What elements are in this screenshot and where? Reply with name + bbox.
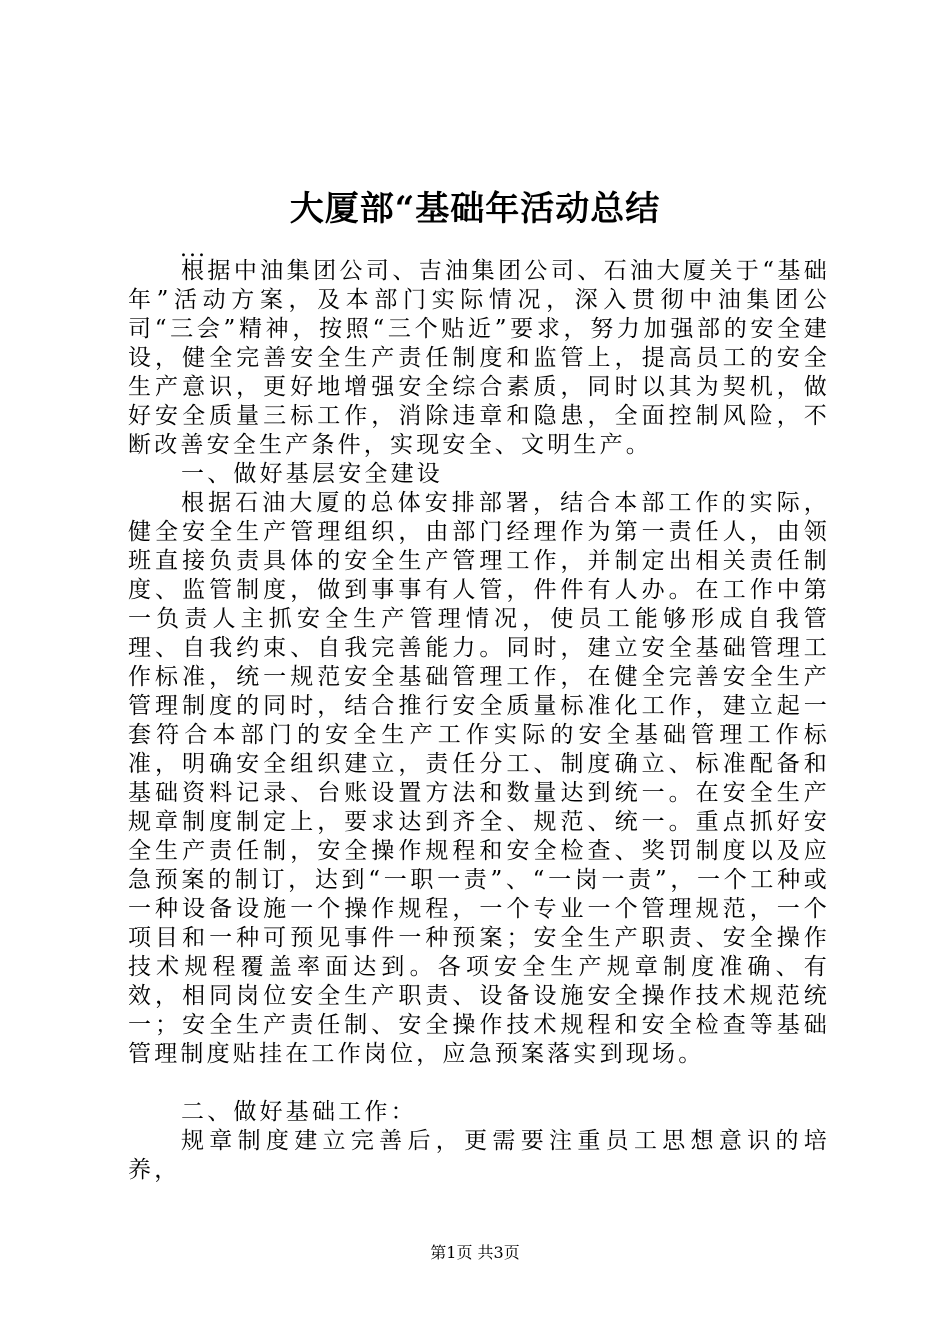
document-body xyxy=(128,257,830,1185)
section-2-paragraph: 规章制度建立完善后，更需要注重员工思想意识的培养， xyxy=(128,1128,830,1183)
page-footer: 第1页 共3页 xyxy=(430,1243,520,1262)
section-heading-2: 二、做好基础工作： xyxy=(181,1099,417,1125)
document-title: 大厦部“基础年活动总结 xyxy=(289,189,661,229)
intro-paragraph: 根据中油集团公司、吉油集团公司、石油大厦关于“基础年”活动方案，及本部门实际情况，深入贯彻中油集团公司“三会”精神，按照“三个贴近”要求，努力加强部的安全建设，健全完善安全生产责任制度和监管上，提高员工的安全生产意识，更好地增强安全综合素质，同时以其为契机，做好安全质量三标工作，消除违章和隐患，全面控制风险，不断改善安全生产条件，实现安全、文明生产。 xyxy=(128,258,830,458)
section-heading-1: 一、做好基层安全建设 xyxy=(181,461,443,487)
section-1-paragraph: 根据石油大厦的总体安排部署，结合本部工作的实际，健全安全生产管理组织，由部门经理作为第一责任人，由领班直接负责具体的安全生产管理工作，并制定出相关责任制度、监管制度，做到事事有人管，件件有人办。在工作中第一负责人主抓安全生产管理情况，使员工能够形成自我管理、自我约束、自我完善能力。同时，建立安全基础管理工作标准，统一规范安全基础管理工作，在健全完善安全生产管理制度的同时，结合推行安全质量标准化工作，建立起一套符合本部门的安全生产工作实际的安全基础管理工作标准，明确安全组织建立，责任分工、制度确立、标准配备和基础资料记录、台账设置方法和数量达到统一。在安全生产规章制度制定上，要求达到齐全、规范、统一。重点抓好安全生产责任制，安全操作规程和安全检查、奖罚制度以及应急预案的制订，达到“一职一责”、“一岗一责”，一个工种或一种设备设施一个操作规程，一个专业一个管理规范，一个项目和一种可预见事件一种预案；安全生产职责、安全操作技术规程覆盖率面达到。各项安全生产规章制度准确、有效，相同岗位安全生产职责、设备设施安全操作技术规范统一；安全生产责任制、安全操作技术规程和安全检查等基础管理制度贴挂在工作岗位，应急预案落实到现场。 xyxy=(128,490,830,1067)
ellipsis-marker: ... xyxy=(180,237,207,262)
paragraph-gap xyxy=(128,1069,830,1098)
